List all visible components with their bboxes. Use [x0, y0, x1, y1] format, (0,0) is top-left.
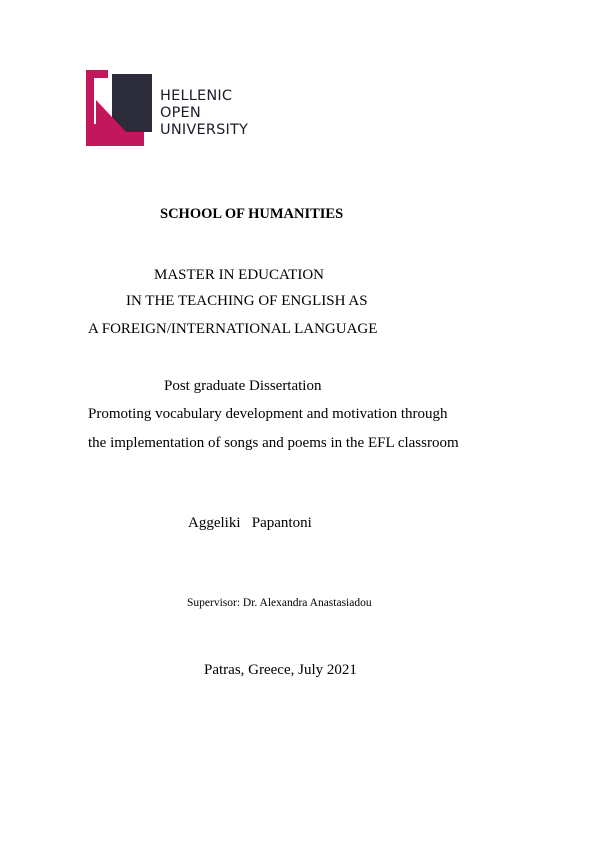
dissertation-title-line-2: the implementation of songs and poems in the EFL classroom — [88, 435, 459, 451]
dissertation-label: Post graduate Dissertation — [164, 378, 322, 394]
author-name: Aggeliki Papantoni — [188, 515, 312, 531]
logo-line-3: UNIVERSITY — [160, 122, 249, 138]
program-line-1: MASTER IN EDUCATION — [154, 267, 324, 283]
dissertation-title-line-1: Promoting vocabulary development and motivation through — [88, 406, 448, 422]
hellenic-open-university-logo-icon — [86, 70, 156, 146]
supervisor-line: Supervisor: Dr. Alexandra Anastasiadou — [187, 597, 372, 609]
logo-line-1: HELLENIC — [160, 88, 233, 104]
logo-line-2: OPEN — [160, 105, 201, 121]
logo-wordmark — [160, 88, 248, 139]
school-heading: SCHOOL OF HUMANITIES — [160, 206, 344, 222]
program-line-2: IN THE TEACHING OF ENGLISH AS — [126, 293, 368, 309]
place-date: Patras, Greece, July 2021 — [204, 662, 357, 678]
university-logo — [86, 70, 266, 146]
program-line-3: A FOREIGN/INTERNATIONAL LANGUAGE — [88, 321, 378, 337]
